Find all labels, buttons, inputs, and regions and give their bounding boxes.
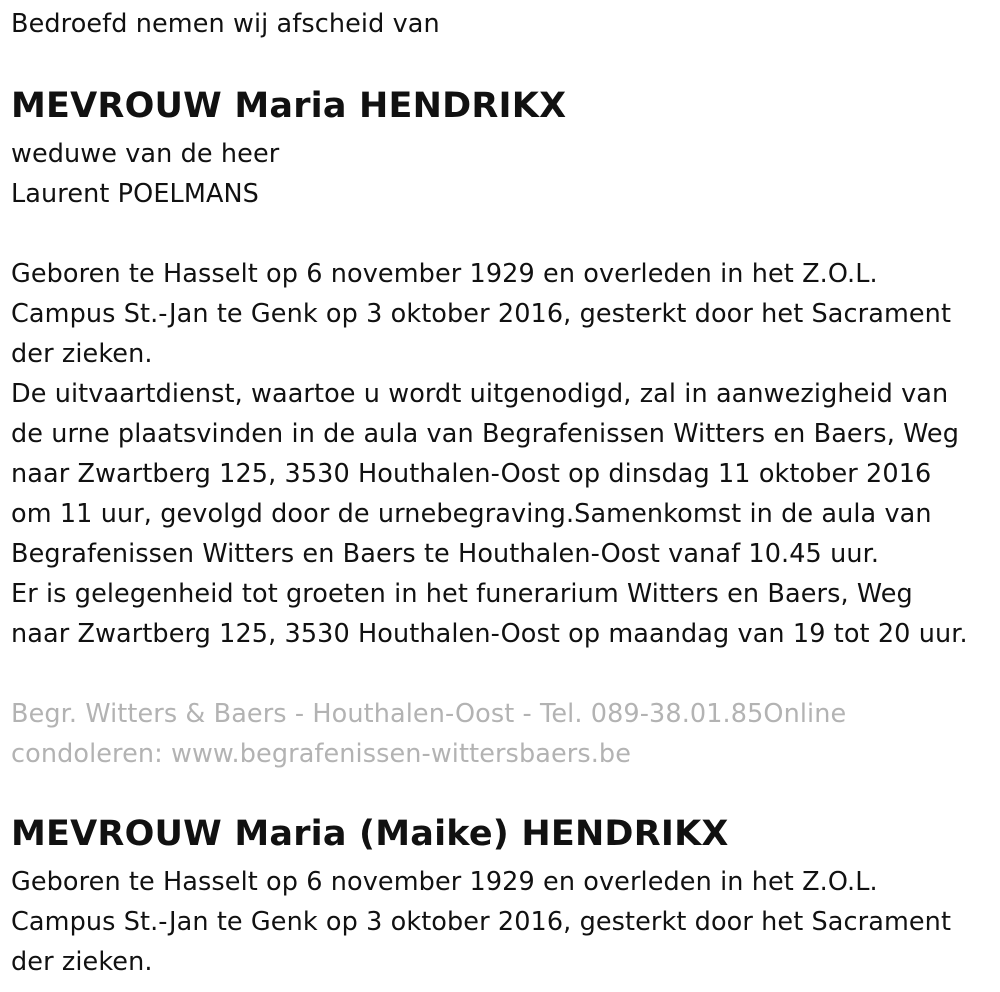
funeral-home-footer bbox=[11, 694, 846, 774]
spouse-line: Laurent POELMANS bbox=[11, 179, 259, 209]
body-line: Geboren te Hasselt op 6 november 1929 en overleden in het Z.O.L. bbox=[11, 259, 878, 289]
deceased-name: MEVROUW Maria HENDRIKX bbox=[11, 86, 567, 126]
second-deceased-name: MEVROUW Maria (Maike) HENDRIKX bbox=[11, 814, 729, 854]
body-line: naar Zwartberg 125, 3530 Houthalen-Oost op dinsdag 11 oktober 2016 bbox=[11, 459, 932, 489]
obituary-body bbox=[11, 254, 968, 654]
body-line: Er is gelegenheid tot groeten in het funerarium Witters en Baers, Weg bbox=[11, 579, 913, 609]
body-line: Campus St.-Jan te Genk op 3 oktober 2016, gesterkt door het Sacrament bbox=[11, 907, 952, 937]
intro-text: Bedroefd nemen wij afscheid van bbox=[11, 9, 440, 39]
body-line: Campus St.-Jan te Genk op 3 oktober 2016, gesterkt door het Sacrament bbox=[11, 299, 952, 329]
body-line: om 11 uur, gevolgd door de urnebegraving.Samenkomst in de aula van bbox=[11, 499, 932, 529]
spouse-info bbox=[11, 134, 279, 214]
body-line: der zieken. bbox=[11, 947, 153, 977]
body-line: Begrafenissen Witters en Baers te Houthalen-Oost vanaf 10.45 uur. bbox=[11, 539, 880, 569]
body-line: Geboren te Hasselt op 6 november 1929 en overleden in het Z.O.L. bbox=[11, 867, 878, 897]
footer-line: condoleren: www.begrafenissen-wittersbaers.be bbox=[11, 739, 631, 769]
spouse-line: weduwe van de heer bbox=[11, 139, 280, 169]
body-line: de urne plaatsvinden in de aula van Begrafenissen Witters en Baers, Weg bbox=[11, 419, 959, 449]
body-line: der zieken. bbox=[11, 339, 153, 369]
body-line: De uitvaartdienst, waartoe u wordt uitgenodigd, zal in aanwezigheid van bbox=[11, 379, 949, 409]
footer-line: Begr. Witters & Baers - Houthalen-Oost - Tel. 089-38.01.85Online bbox=[11, 699, 847, 729]
body-line: naar Zwartberg 125, 3530 Houthalen-Oost op maandag van 19 tot 20 uur. bbox=[11, 619, 968, 649]
second-obituary-body bbox=[11, 862, 951, 982]
